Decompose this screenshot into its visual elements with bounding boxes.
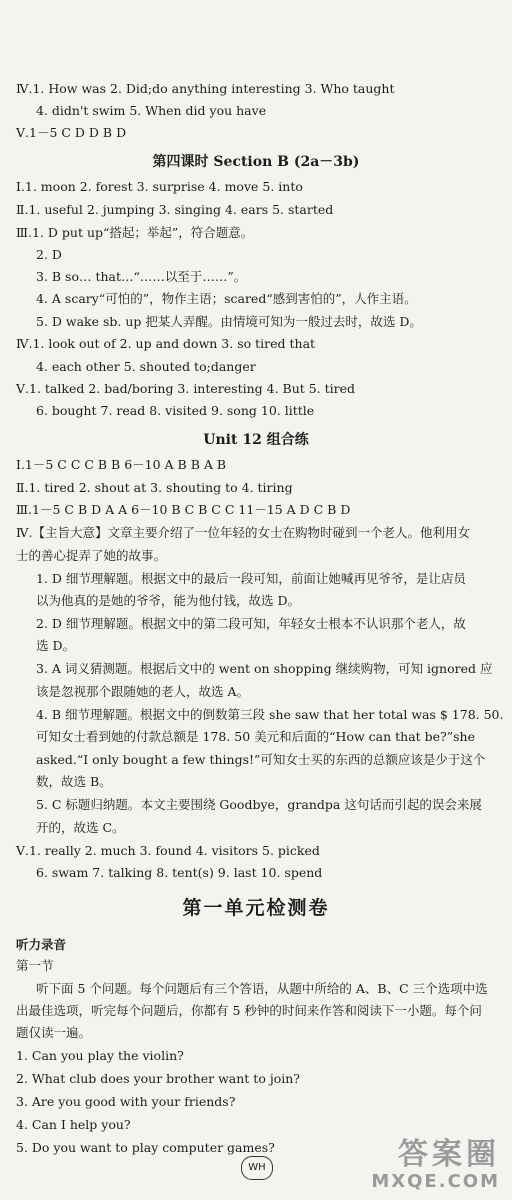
listening-line: 4. Can I help you? bbox=[16, 1117, 131, 1132]
watermark-logo bbox=[371, 1139, 500, 1192]
test-title: 第一单元检测卷 bbox=[182, 897, 330, 919]
answer-line: Ⅱ.1. useful 2. jumping 3. singing 4. ears 5. started bbox=[16, 202, 334, 217]
answer-line: 3. A 词义猜测题。根据后文中的 went on shopping 继续购物，可知 ignored 应 bbox=[36, 661, 493, 676]
answer-line: 2. D 细节理解题。根据文中的第二段可知，年轻女士根本不认识那个老人，故 bbox=[36, 616, 466, 631]
section-title: 第四课时 Section B (2a－3b) bbox=[152, 154, 360, 170]
answer-line: 开的，故选 C。 bbox=[36, 820, 125, 835]
listening-line: 题仅读一遍。 bbox=[16, 1025, 92, 1040]
answer-line: 1. D 细节理解题。根据文中的最后一段可知，前面让她喊再见爷爷，是让店员 bbox=[36, 571, 466, 586]
listening-line: 5. Do you want to play computer games? bbox=[16, 1140, 275, 1155]
answer-line: 4. each other 5. shouted to;danger bbox=[36, 359, 256, 374]
listening-line: 1. Can you play the violin? bbox=[16, 1048, 184, 1063]
answer-line: 以为他真的是她的爷爷，能为他付钱，故选 D。 bbox=[36, 593, 300, 608]
answer-line: Ⅱ.1. tired 2. shout at 3. shouting to 4. tiring bbox=[16, 480, 293, 495]
answer-line: Ⅳ.1. How was 2. Did;do anything interesting 3. Who taught bbox=[16, 81, 395, 96]
answer-line: 5. C 标题归纳题。本文主要围绕 Goodbye，grandpa 这句话而引起的误会来展 bbox=[36, 797, 482, 812]
part-label: 第一节 bbox=[16, 958, 54, 973]
answer-line: 6. bought 7. read 8. visited 9. song 10. little bbox=[36, 403, 315, 418]
listening-line: 出最佳选项，听完每个问题后，你都有 5 秒钟的时间来作答和阅读下一小题。每个问 bbox=[16, 1003, 482, 1018]
answer-line: Ⅴ.1. talked 2. bad/boring 3. interesting 4. But 5. tired bbox=[16, 381, 356, 396]
watermark-bottom: MXQE.COM bbox=[371, 1171, 500, 1192]
answer-line: 选 D。 bbox=[36, 638, 75, 653]
answer-line: 4. didn't swim 5. When did you have bbox=[36, 103, 267, 118]
answer-line: 数，故选 B。 bbox=[36, 774, 112, 789]
answer-line: asked.“I only bought a few things!”可知女士买的东西的总额应该是少于这个 bbox=[36, 752, 486, 767]
answer-line: 士的善心捉弄了她的故事。 bbox=[16, 548, 167, 563]
answer-line: Ⅳ.1. look out of 2. up and down 3. so tired that bbox=[16, 336, 316, 351]
answer-line: Ⅴ.1－5 C D D B D bbox=[16, 125, 127, 140]
listening-label: 听力录音 bbox=[16, 937, 67, 952]
listening-line: 3. Are you good with your friends? bbox=[16, 1094, 236, 1109]
answer-line: 5. D wake sb. up 把某人弄醒。由情境可知为一般过去时，故选 D。 bbox=[36, 314, 422, 329]
listening-line: 2. What club does your brother want to join? bbox=[16, 1071, 300, 1086]
page-badge: WH bbox=[241, 1156, 273, 1180]
answer-line: 该是忽视那个跟随她的老人，故选 A。 bbox=[36, 684, 250, 699]
watermark-top: 答案圈 bbox=[398, 1137, 500, 1172]
answer-line: 4. B 细节理解题。根据文中的倒数第三段 she saw that her total was $ 178. 50. bbox=[36, 707, 504, 722]
unit-title: Unit 12 组合练 bbox=[203, 432, 309, 448]
answer-line: Ⅳ.【主旨大意】文章主要介绍了一位年轻的女士在购物时碰到一个老人。他利用女 bbox=[16, 525, 470, 540]
answer-line: Ⅲ.1. D put up“搭起；举起”，符合题意。 bbox=[16, 225, 254, 240]
answer-line: Ⅰ.1. moon 2. forest 3. surprise 4. move 5. into bbox=[16, 179, 303, 194]
answer-line: 3. B so… that…“……以至于……”。 bbox=[36, 269, 247, 284]
answer-line: Ⅰ.1－5 C C C B B 6－10 A B B A B bbox=[16, 457, 227, 472]
answer-line: 6. swam 7. talking 8. tent(s) 9. last 10. spend bbox=[36, 865, 323, 880]
answer-line: 可知女士看到她的付款总额是 178. 50 美元和后面的“How can that be?”she bbox=[36, 729, 476, 744]
listening-line: 听下面 5 个问题。每个问题后有三个答语，从题中所给的 A、B、C 三个选项中选 bbox=[36, 981, 488, 996]
answer-line: 4. A scary“可怕的”，物作主语；scared“感到害怕的”，人作主语。 bbox=[36, 291, 417, 306]
answer-line: 2. D bbox=[36, 247, 62, 262]
answer-line: Ⅲ.1－5 C B D A A 6－10 B C B C C 11－15 A D C B D bbox=[16, 502, 351, 517]
answer-line: Ⅴ.1. really 2. much 3. found 4. visitors 5. picked bbox=[16, 843, 320, 858]
